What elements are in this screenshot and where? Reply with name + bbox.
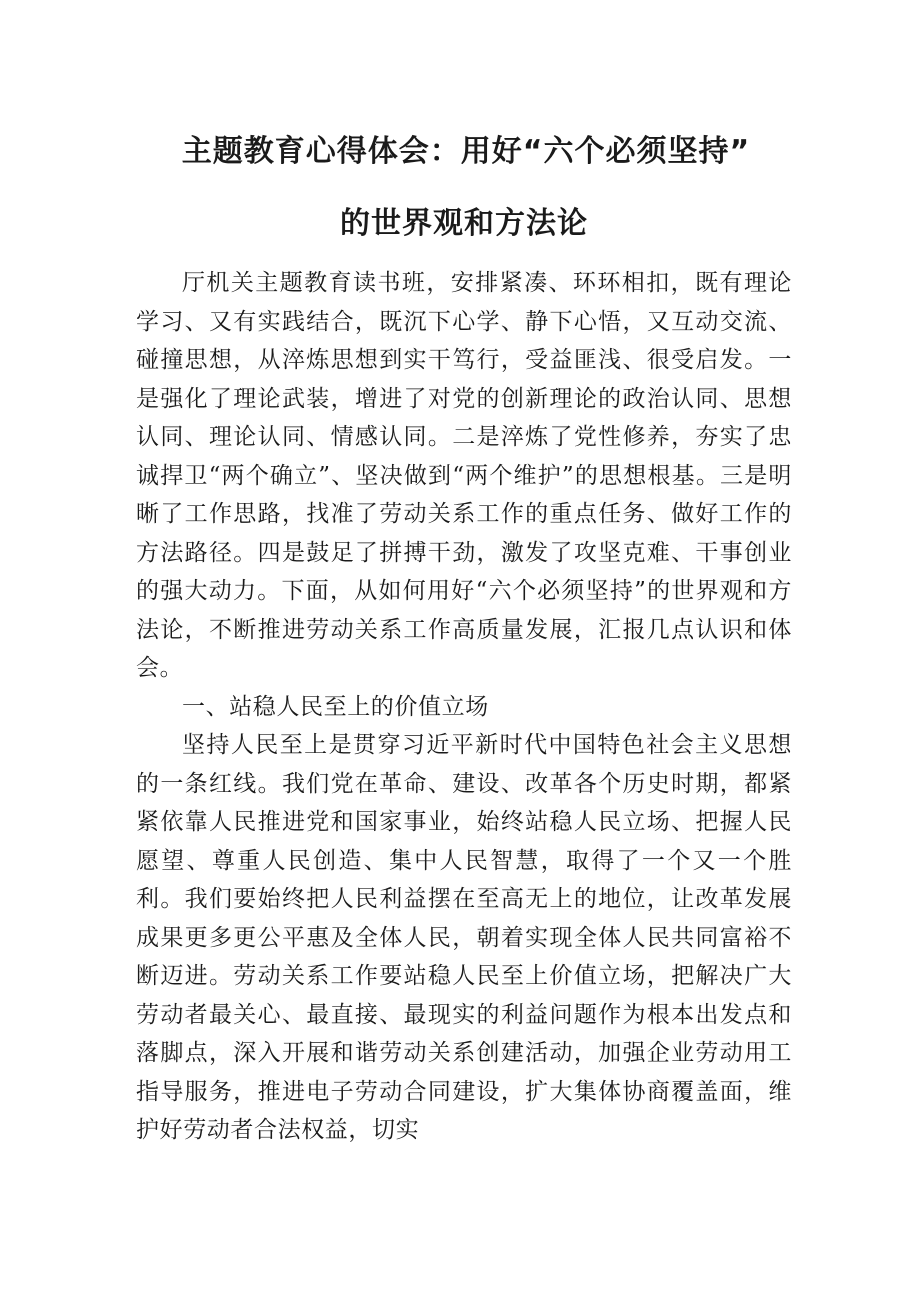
title-line-2: 的世界观和方法论 bbox=[340, 206, 588, 241]
document-body bbox=[136, 264, 792, 1150]
section-1-paragraph: 坚持人民至上是贯穿习近平新时代中国特色社会主义思想的一条红线。我们党在革命、建设、改革各个历史时期，都紧紧依靠人民推进党和国家事业，始终站稳人民立场、把握人民愿望、尊重人民创造、集中人民智慧，取得了一个又一个胜利。我们要始终把人民利益摆在至高无上的地位，让改革发展成果更多更公平惠及全体人民，朝着实现全体人民共同富裕不断迈进。劳动关系工作要站稳人民至上价值立场，把解决广大劳动者最关心、最直接、最现实的利益问题作为根本出发点和落脚点，深入开展和谐劳动关系创建活动，加强企业劳动用工指导服务，推进电子劳动合同建设，扩大集体协商覆盖面，维护好劳动者合法权益，切实 bbox=[136, 732, 792, 1143]
title-line-1: 主题教育心得体会：用好“六个必须坚持” bbox=[181, 134, 751, 169]
document-title bbox=[136, 122, 792, 254]
section-heading-1: 一、站稳人民至上的价值立场 bbox=[182, 693, 489, 720]
intro-paragraph: 厅机关主题教育读书班，安排紧凑、环环相扣，既有理论学习、又有实践结合，既沉下心学、静下心悟，又互动交流、碰撞思想，从淬炼思想到实干笃行，受益匪浅、很受启发。一是强化了理论武装，增进了对党的创新理论的政治认同、思想认同、理论认同、情感认同。二是淬炼了党性修养，夯实了忠诚捍卫“两个确立”、坚决做到“两个维护”的思想根基。三是明晰了工作思路，找准了劳动关系工作的重点任务、做好工作的方法路径。四是鼓足了拼搏干劲，激发了攻坚克难、干事创业的强大动力。下面，从如何用好“六个必须坚持”的世界观和方法论，不断推进劳动关系工作高质量发展，汇报几点认识和体会。 bbox=[136, 270, 792, 681]
